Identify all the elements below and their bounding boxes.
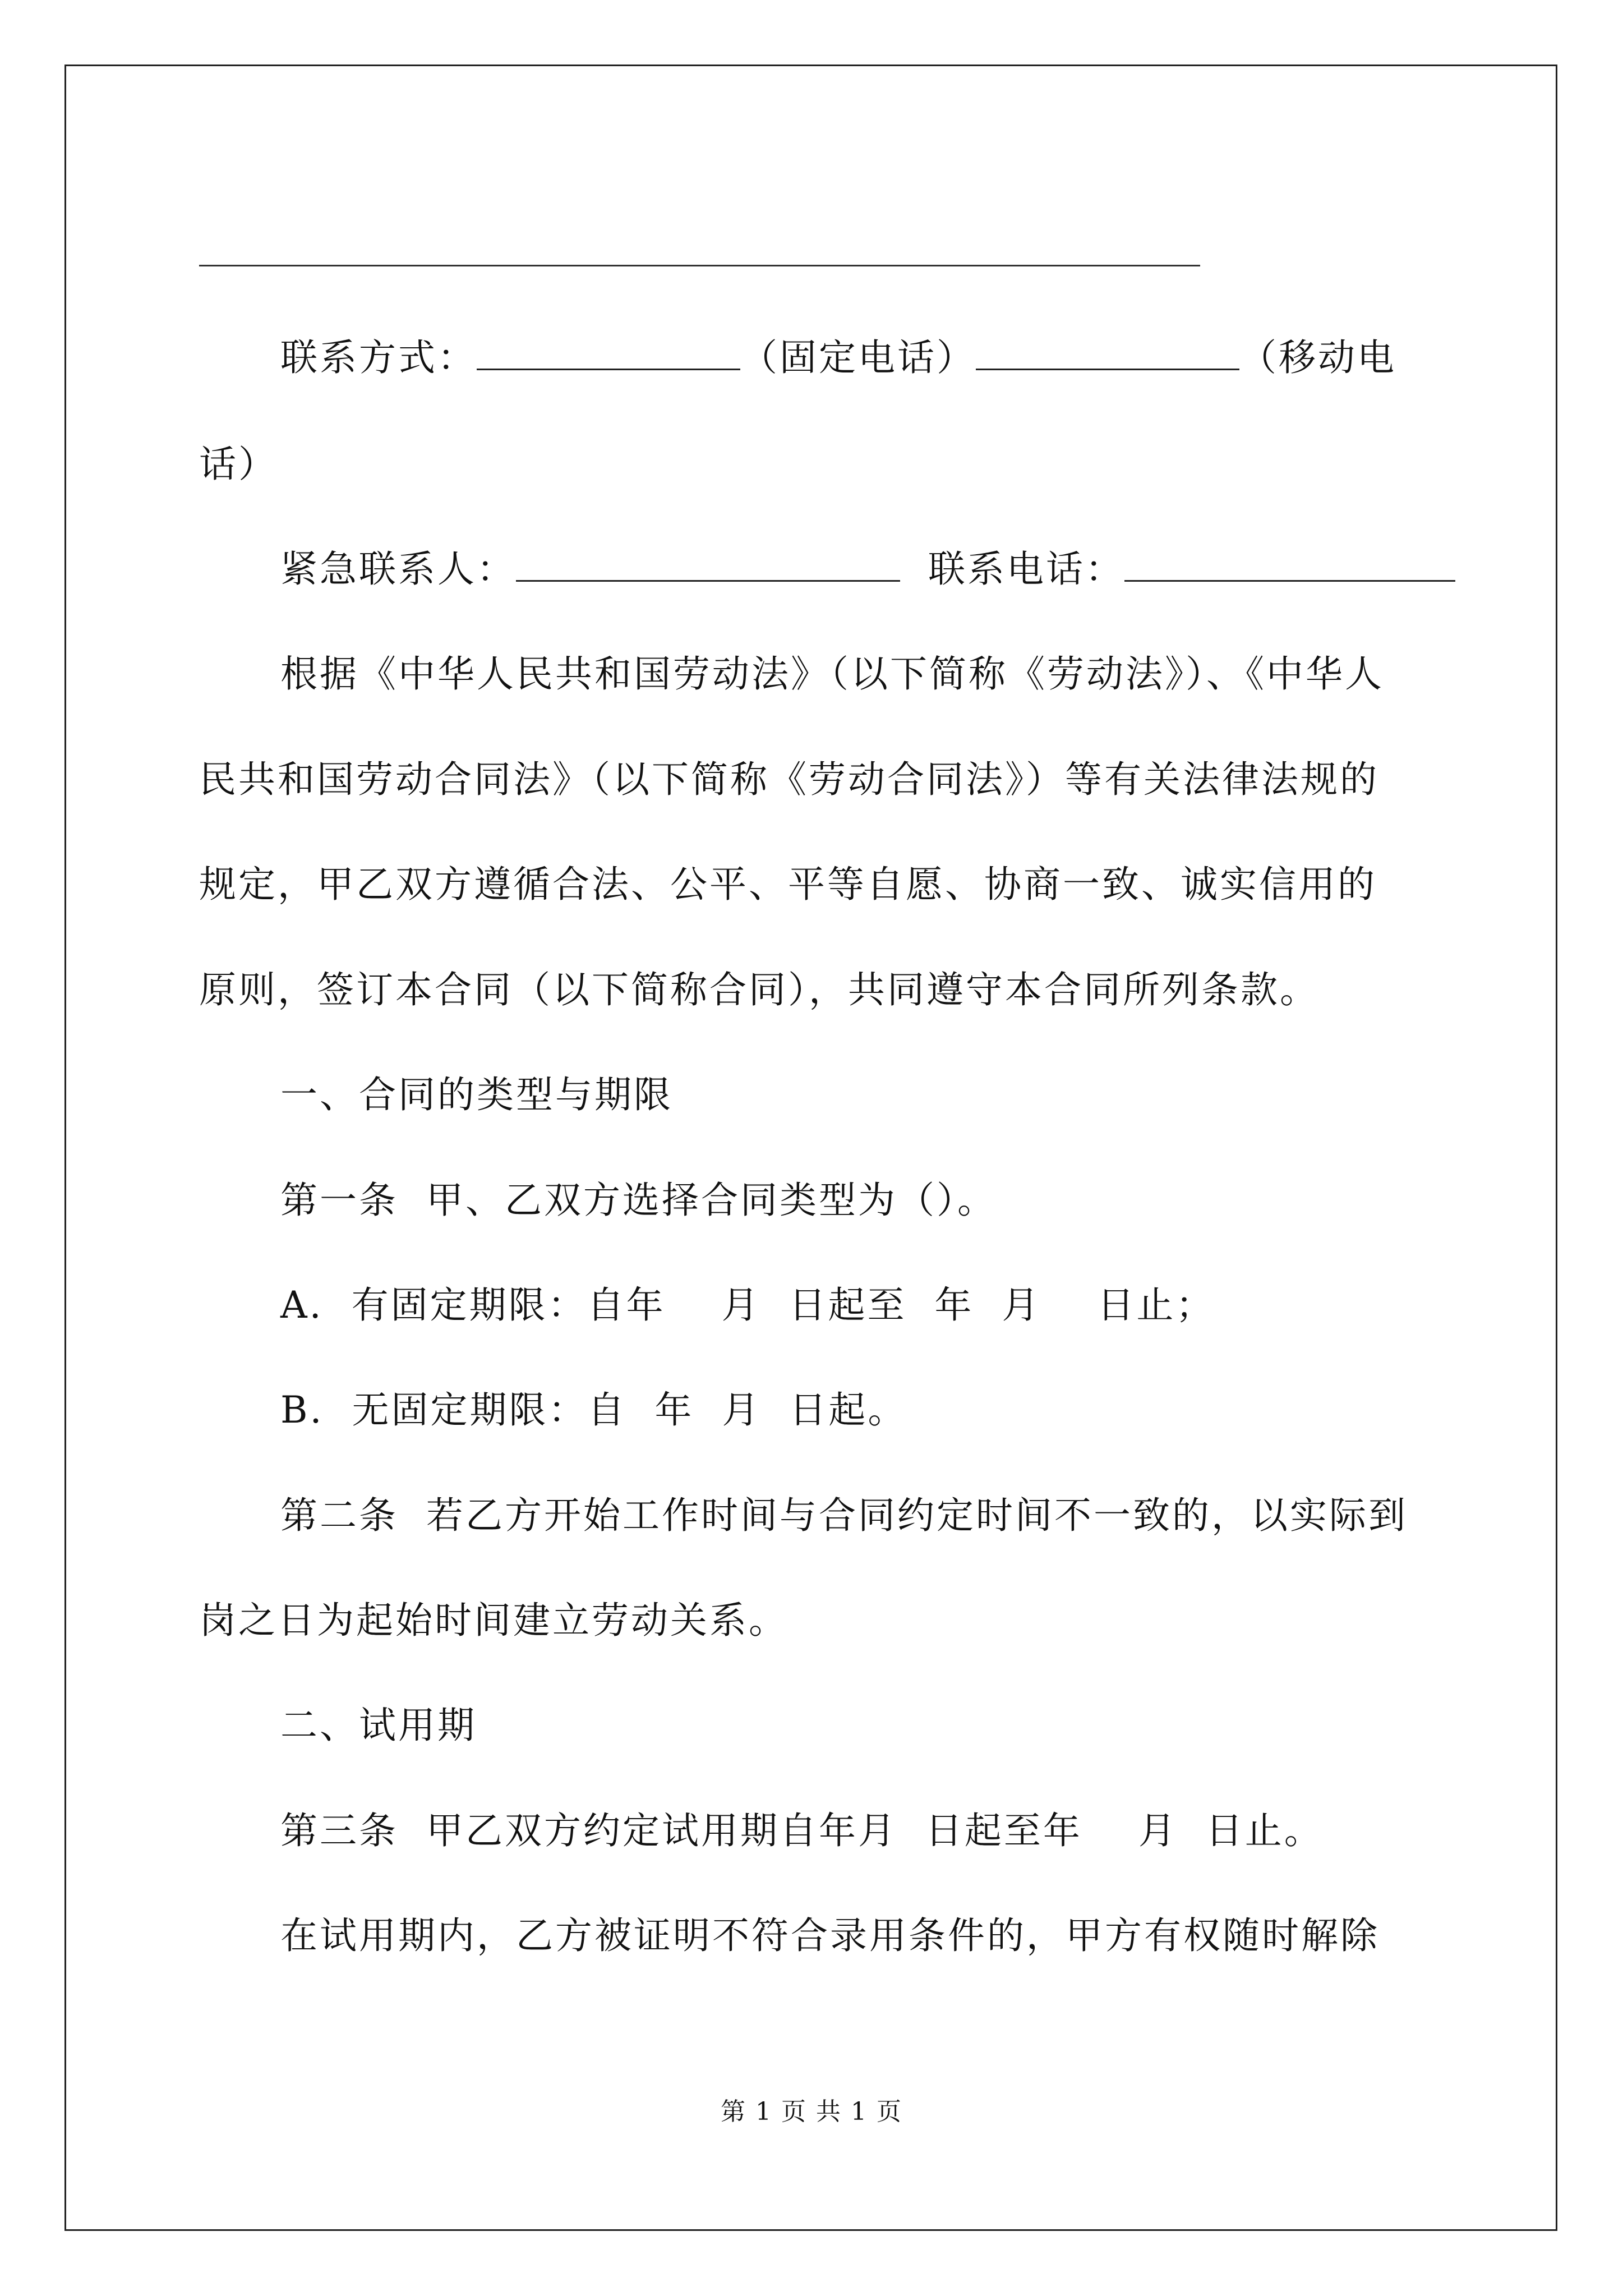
article-1: 第一条 甲、乙双方选择合同类型为（）。 (280, 1179, 997, 1222)
article-2-line-2: 岗之日为起始时间建立劳动关系。 (199, 1599, 788, 1642)
emergency-phone-blank[interactable] (1124, 547, 1455, 582)
emergency-contact-label: 紧急联系人： (280, 547, 516, 591)
mobile-phone-blank[interactable] (976, 336, 1239, 370)
page-footer: 第 1 页 共 1 页 (721, 2097, 902, 2126)
mobile-phone-label-a: （移动电 (1239, 336, 1396, 379)
fixed-phone-blank[interactable] (477, 336, 740, 370)
option-b: B. 无固定期限：自 年 月 日起。 (280, 1388, 907, 1432)
emergency-phone-label: 联系电话： (928, 547, 1124, 591)
preamble-line-2: 民共和国劳动合同法》（以下简称《劳动合同法》）等有关法律法规的 (199, 758, 1379, 801)
preamble-line-4: 原则，签订本合同（以下简称合同），共同遵守本合同所列条款。 (199, 968, 1319, 1011)
preamble-line-3: 规定，甲乙双方遵循合法、公平、平等自愿、协商一致、诚实信用的 (199, 863, 1377, 906)
section-1-heading: 一、合同的类型与期限 (280, 1073, 673, 1116)
contact-line-wrap: 话） (199, 443, 278, 486)
contact-label: 联系方式： (280, 336, 477, 379)
article-2-line-1: 第二条 若乙方开始工作时间与合同约定时间不一致的，以实际到 (280, 1494, 1408, 1537)
option-a: A. 有固定期限：自年 月 日起至 年 月 日止； (280, 1283, 1215, 1327)
emergency-contact-blank[interactable] (516, 547, 900, 582)
page-border (64, 65, 1557, 2231)
section-2-heading: 二、试用期 (280, 1704, 477, 1747)
top-blank-line (199, 265, 1200, 266)
contact-line (280, 335, 1396, 380)
probation-clause: 在试用期内，乙方被证明不符合录用条件的，甲方有权随时解除 (280, 1914, 1380, 1957)
fixed-phone-label: （固定电话） (740, 336, 976, 379)
preamble-line-1: 根据《中华人民共和国劳动法》（以下简称《劳动法》）、《中华人 (280, 652, 1384, 696)
article-3: 第三条 甲乙双方约定试用期自年月 日起至年 月 日止。 (280, 1809, 1324, 1852)
emergency-line (280, 547, 1455, 592)
